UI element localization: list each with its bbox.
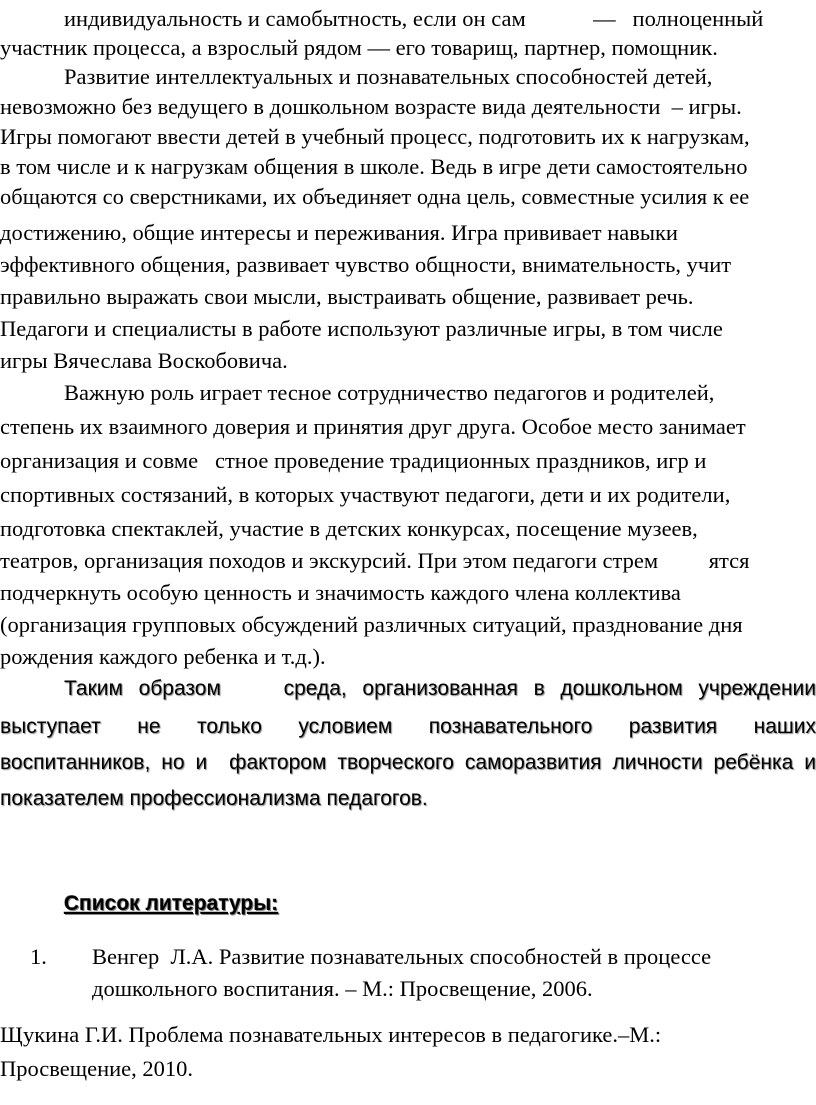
text-line: Щукина Г.И. Проблема познавательных интересов в педагогике.–М.: [0, 1022, 662, 1047]
text-line: достижению, общие интересы и переживания. Игра прививает навыки [0, 220, 678, 245]
text-line: Игры помогают ввести детей в учебный процесс, подготовить их к нагрузкам, [0, 124, 750, 149]
text-line: подчеркнуть особую ценность и значимость каждого члена коллектива [0, 580, 681, 605]
text-line: эффективного общения, развивает чувство общности, внимательность, учит [0, 252, 732, 277]
text-line: участник процесса, а взрослый рядом — его товарищ, партнер, помощник. [0, 35, 718, 60]
text-line: невозможно без ведущего в дошкольном возрасте вида деятельности – игры. [0, 94, 742, 119]
text-line: подготовка спектаклей, участие в детских конкурсах, посещение музеев, [0, 516, 698, 541]
text-line: степень их взаимного доверия и принятия друг друга. Особое место занимает [0, 414, 746, 439]
list-item-number: 1. [30, 944, 47, 969]
text-line: в том числе и к нагрузкам общения в школе. Ведь в игре дети самостоятельно [0, 154, 748, 179]
list-item-text: дошкольного воспитания. – М.: Просвещение, 2006. [92, 976, 593, 1001]
text-line: воспитанников, но и фактором творческого саморазвития личности ребёнка и [0, 751, 816, 774]
text-line: Таким образом среда, организованная в дошкольном учреждении [64, 677, 816, 700]
text-line: Просвещение, 2010. [0, 1056, 194, 1081]
list-item-text: Венгер Л.А. Развитие познавательных способностей в процессе [92, 944, 712, 969]
text-line: показателем профессионализма педагогов. [0, 787, 428, 810]
text-line: Педагоги и специалисты в работе используют различные игры, в том числе [0, 316, 723, 341]
text-line: общаются со сверстниками, их объединяет одна цель, совместные усилия к ее [0, 184, 750, 209]
text-line: рождения каждого ребенка и т.д.). [0, 644, 326, 669]
references-heading: Список литературы: [64, 892, 279, 915]
text-line: Развитие интеллектуальных и познавательных способностей детей, [64, 64, 713, 89]
text-line: организация и совме стное проведение традиционных праздников, игр и [0, 448, 707, 473]
text-line: театров, организация походов и экскурсий. При этом педагоги стрем ятся [0, 548, 750, 573]
text-line: (организация групповых обсуждений различных ситуаций, празднование дня [0, 612, 743, 637]
text-line: правильно выражать свои мысли, выстраивать общение, развивает речь. [0, 284, 694, 309]
text-line: выступает не только условием познавательного развития наших [0, 715, 816, 738]
text-line: Важную роль играет тесное сотрудничество педагогов и родителей, [64, 380, 715, 405]
text-line: игры Вячеслава Воскобовича. [0, 348, 288, 373]
text-line: спортивных состязаний, в которых участвуют педагоги, дети и их родители, [0, 482, 731, 507]
text-line: индивидуальность и самобытность, если он сам — полноценный [64, 6, 764, 31]
